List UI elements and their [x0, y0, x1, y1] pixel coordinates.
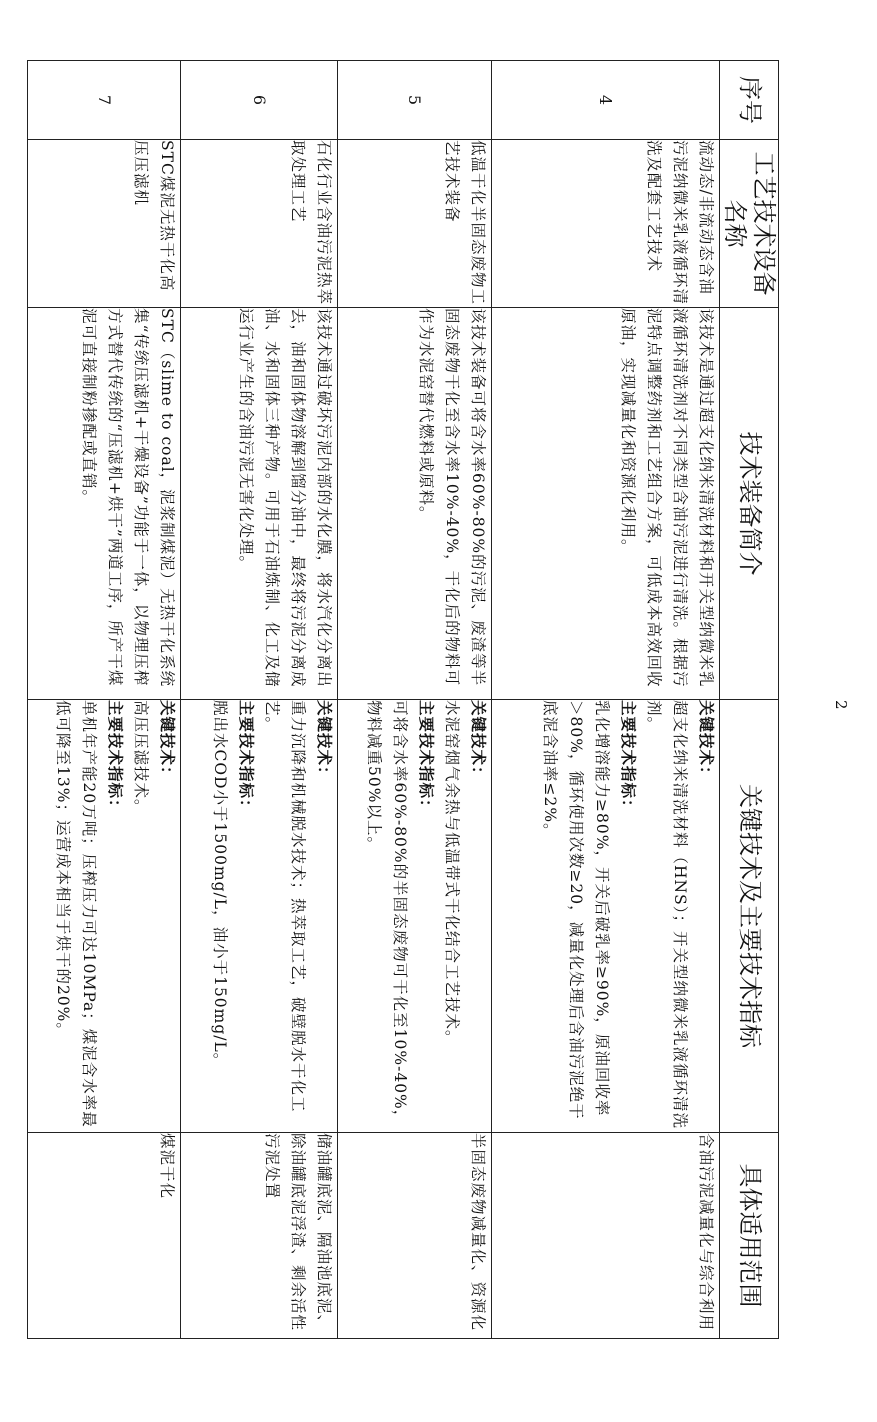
- main-index-label: 主要技术指标：: [237, 700, 257, 816]
- row-num: 5: [338, 61, 492, 140]
- key-tech-label: 关键技术：: [697, 700, 717, 783]
- row-num: 4: [492, 61, 720, 140]
- row-key: [492, 700, 720, 1133]
- row-key: [28, 700, 181, 1133]
- table-row: [492, 61, 720, 1339]
- key-tech-text: 超支化纳米清洗材料（HNS）；开关型纳微米乳液循环清洗剂。: [645, 700, 690, 1129]
- main-index-label: 主要技术指标：: [619, 700, 639, 816]
- row-name: 流动态/非流动态含油污泥纳微米乳液循环清洗及配套工艺技术: [492, 140, 720, 308]
- row-name: 石化行业含油污泥热萃取处理工艺: [181, 140, 338, 308]
- row-num: 7: [28, 61, 181, 140]
- row-name: STC煤泥无热干化高压压滤机: [28, 140, 181, 308]
- row-scope: 半固态废物减量化、资源化: [338, 1133, 492, 1339]
- table-row: [181, 61, 338, 1339]
- row-intro: 该技术是通过超支化纳米清洗材料和开关型纳微米乳液循环清洗剂对不同类型含油污泥进行清洗。根据污泥特点调整药剂和工艺组合方案，可低成本高效回收原油，实现减量化和资源化利用。: [492, 308, 720, 700]
- header-key: 关键技术及主要技术指标: [720, 700, 779, 1133]
- key-tech-text: 重力沉降和机械脱水技术；热萃取工艺，破壁脱水干化工艺。: [263, 700, 308, 1113]
- row-name: 低温干化半固态废物工艺技术装备: [338, 140, 492, 308]
- header-name: 工艺技术设备名称: [720, 140, 779, 308]
- row-key: [338, 700, 492, 1133]
- main-index-text: 脱出水COD小于1500mg/L，油小于150mg/L。: [211, 700, 230, 1070]
- key-tech-label: 关键技术：: [315, 700, 335, 783]
- header-intro: 技术装备简介: [720, 308, 779, 700]
- table-row: [28, 61, 181, 1339]
- table-header-row: [720, 61, 779, 1339]
- main-index-text: 单机年产能20万吨；压榨压力可达10MPa；煤泥含水率最低可降至13%；运营成本相当于烘干的20%。: [54, 700, 99, 1128]
- row-intro: 该技术通过破坏污泥内部的水化膜，将水汽化分离出去，油和固体物溶解到馏分油中，最终将污泥分离成油、水和固体三种产物。可用于石油炼制、化工及储运行业产生的含油污泥无害化处理。: [181, 308, 338, 700]
- main-index-label: 主要技术指标：: [417, 700, 437, 816]
- key-tech-text: 水泥窑烟气余热与低温带式干化结合工艺技术。: [443, 700, 462, 1047]
- key-tech-text: 高压压滤技术。: [132, 700, 151, 816]
- page-number: 2: [832, 700, 850, 710]
- row-scope: 含油污泥减量化与综合利用: [492, 1133, 720, 1339]
- row-scope: 煤泥干化: [28, 1133, 181, 1339]
- header-scope: 具体适用范围: [720, 1133, 779, 1339]
- technology-table: [27, 60, 779, 1339]
- row-intro: 该技术装备可将含水率60%-80%的污泥、废渣等半固态废物干化至含水率10%-40%，干化后的物料可作为水泥窑替代燃料或原料。: [338, 308, 492, 700]
- table-row: [338, 61, 492, 1339]
- main-index-text: 乳化增溶能力≥80%，开关后破乳率≥90%，原油回收率＞80%，循环使用次数≥20，减量化处理后含油污泥绝干底泥含油率≤2%。: [541, 700, 612, 1120]
- key-tech-label: 关键技术：: [158, 700, 178, 783]
- header-num: 序号: [720, 61, 779, 140]
- row-intro: STC（slime to coal，泥浆制煤泥）无热干化系统集“传统压滤机+干燥设备”功能于一体，以物理压榨方式替代传统的“压滤机+烘干”两道工序，所产干煤泥可直接制粉掺配或直销。: [28, 308, 181, 700]
- main-index-label: 主要技术指标：: [106, 700, 126, 816]
- key-tech-label: 关键技术：: [469, 700, 489, 783]
- row-num: 6: [181, 61, 338, 140]
- row-key: [181, 700, 338, 1133]
- row-scope: 储油罐底泥、隔油池底泥、除油罐底泥浮渣、剩余活性污泥处置: [181, 1133, 338, 1339]
- main-index-text: 可将含水率60%-80%的半固态废物可干化至10%-40%，物料减重50%以上。: [365, 700, 410, 1127]
